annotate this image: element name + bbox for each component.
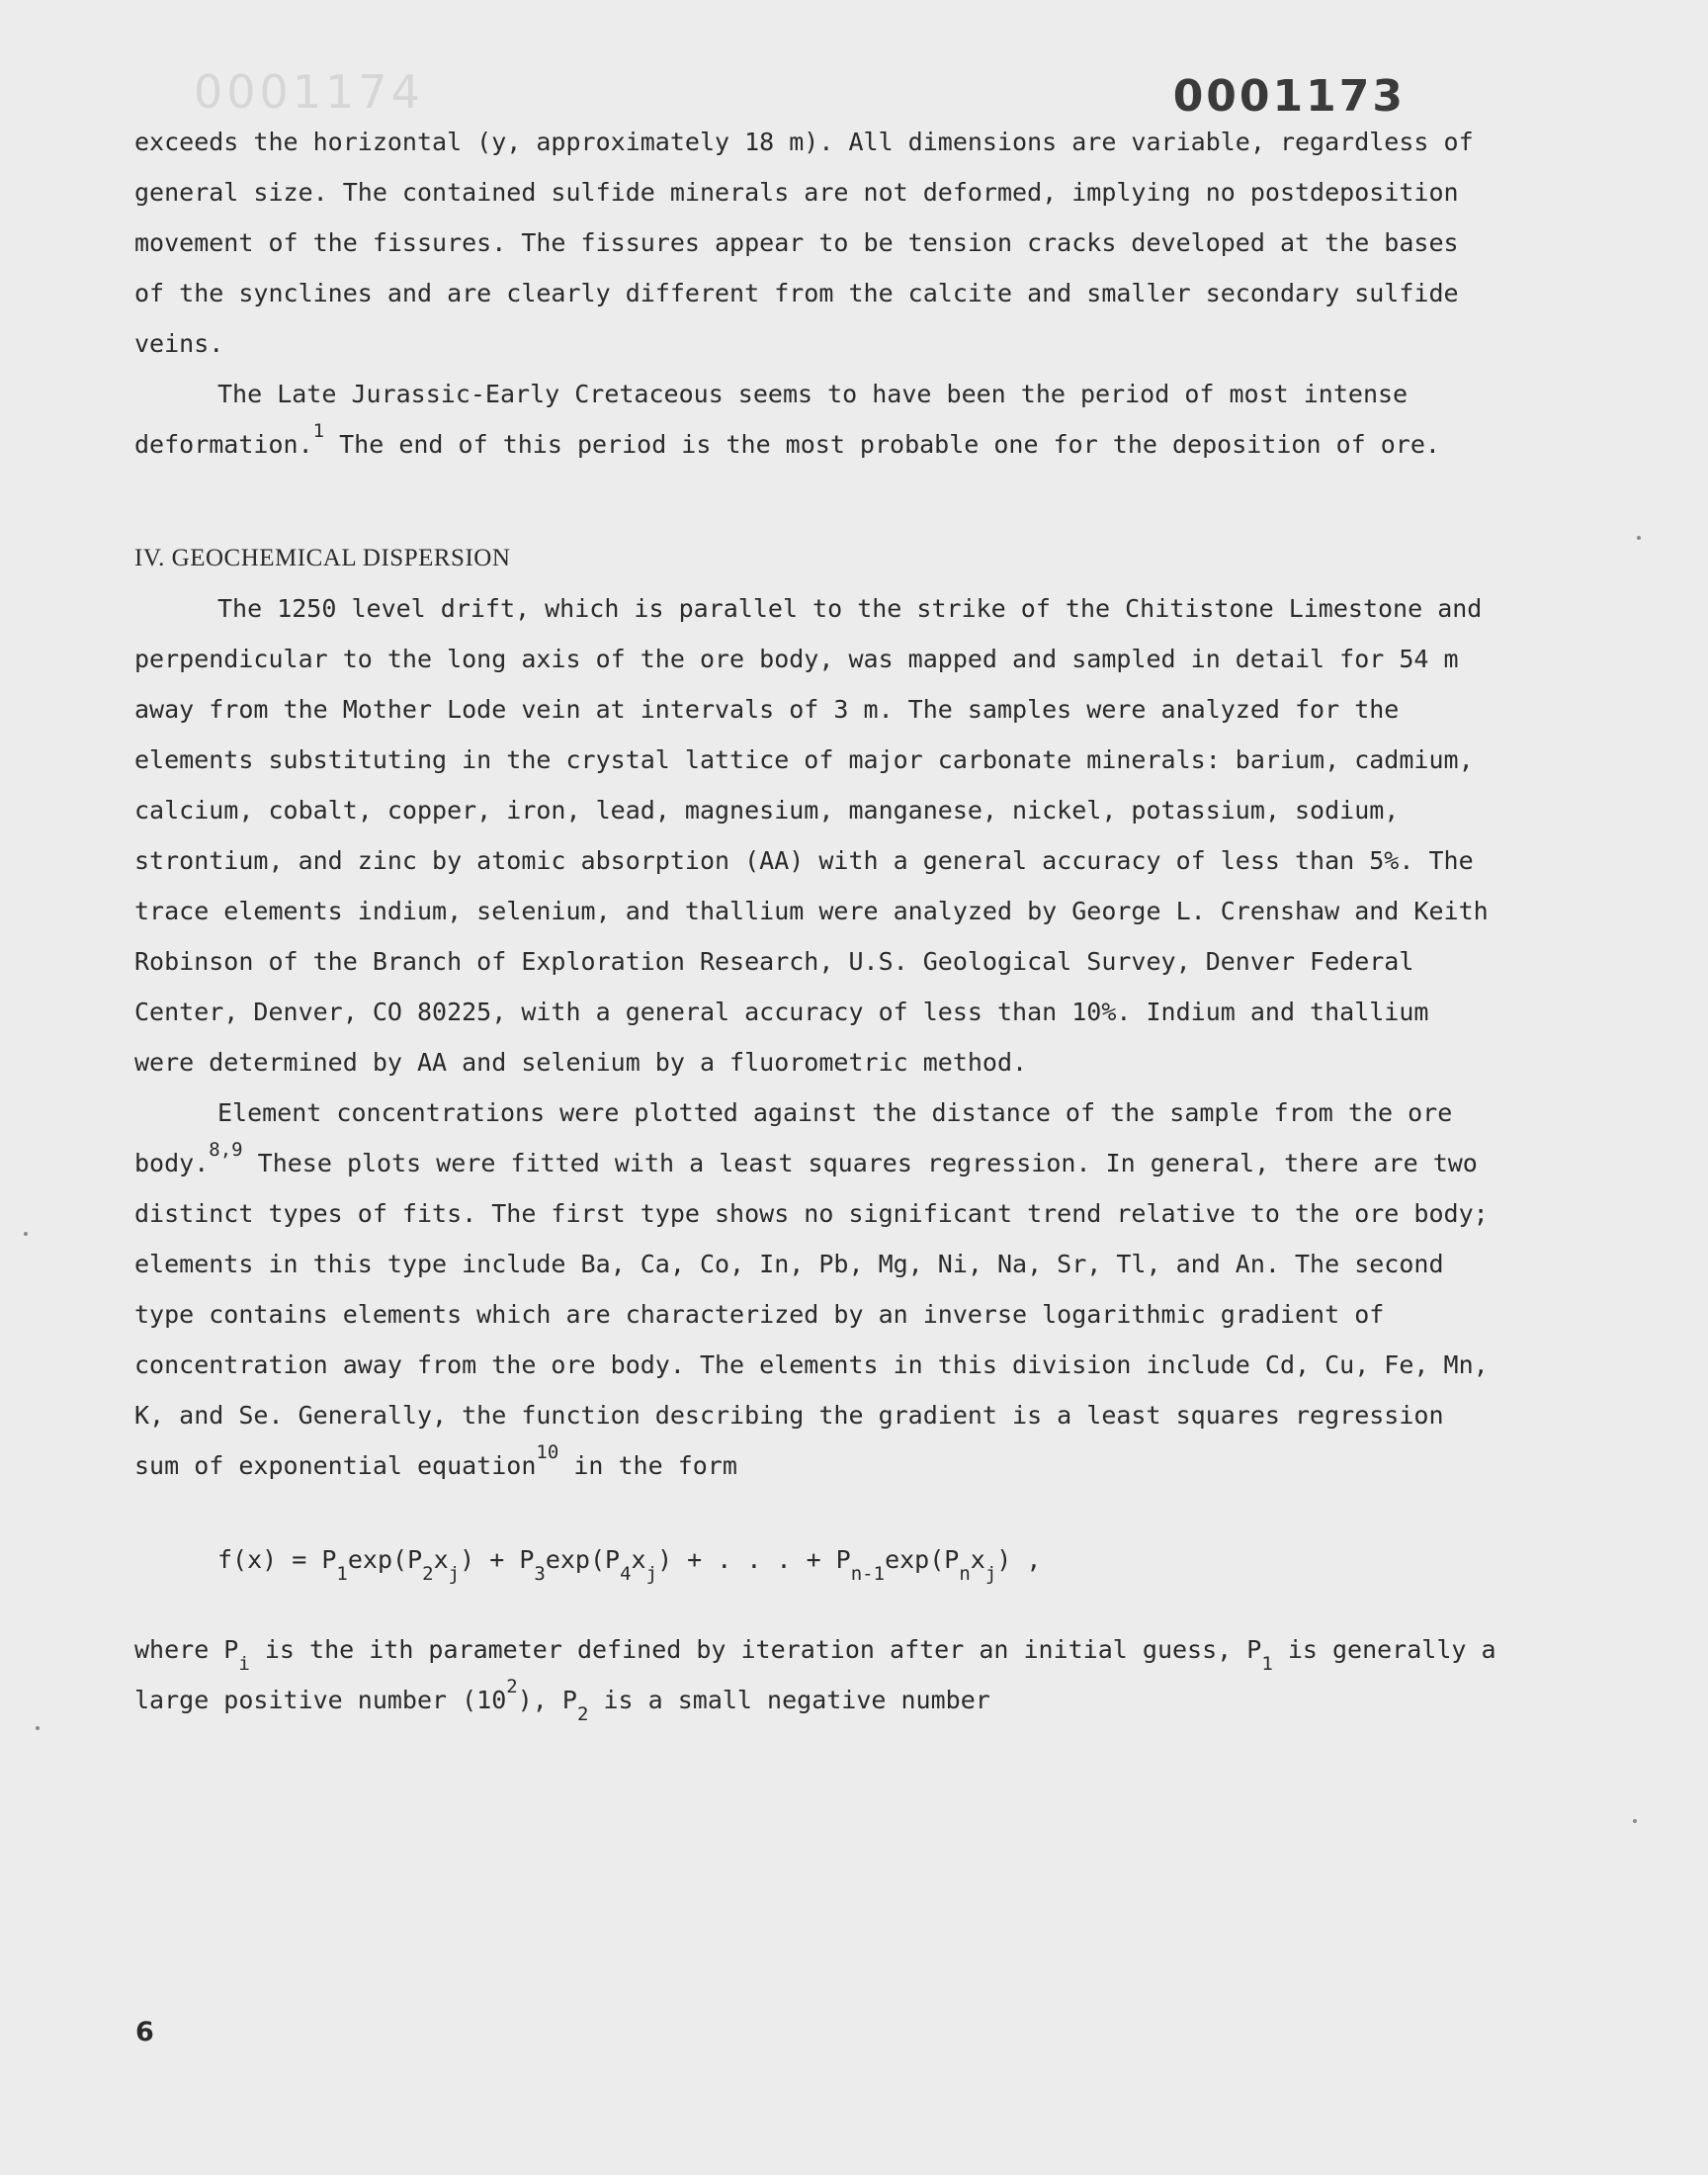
paragraph-2	[134, 369, 1498, 470]
p-subscript: i	[238, 1653, 250, 1675]
footnote-ref-10: 10	[536, 1441, 559, 1463]
paragraph-5-text: is the ith parameter defined by iteration after an initial guess, P	[249, 1635, 1262, 1664]
body-text	[134, 117, 1498, 1725]
scan-speck	[1633, 1819, 1637, 1823]
eq-subscript: n-1	[850, 1563, 886, 1585]
paragraph-5-text: ), P	[517, 1686, 577, 1714]
eq-term: exp(P	[885, 1545, 960, 1574]
eq-term: ) + P	[460, 1545, 535, 1574]
eq-subscript: j	[984, 1563, 997, 1585]
eq-term: f(x) = P	[217, 1545, 337, 1574]
scan-speck	[24, 1232, 28, 1236]
paragraph-5-text: where P	[134, 1635, 239, 1664]
eq-subscript: 2	[422, 1563, 434, 1585]
eq-term: x	[631, 1545, 646, 1574]
paragraph-4-text-a: Element concentrations were plotted against the distance of the sample from the ore body.	[134, 1098, 1453, 1177]
scan-speck	[36, 1726, 40, 1730]
eq-subscript: 1	[336, 1563, 348, 1585]
paragraph-4-text-c: in the form	[558, 1451, 737, 1480]
p-subscript: 2	[576, 1703, 589, 1725]
eq-term: exp(P	[545, 1545, 621, 1574]
scan-speck	[1637, 536, 1641, 540]
eq-subscript: 4	[620, 1563, 632, 1585]
faded-stamp-number: 0001174	[194, 65, 424, 119]
paragraph-2-text-b: The end of this period is the most probable one for the deposition of ore.	[324, 430, 1440, 459]
eq-term: x	[970, 1545, 985, 1574]
eq-term: ) + . . . + P	[657, 1545, 851, 1574]
paragraph-3: The 1250 level drift, which is parallel to the strike of the Chitistone Limestone and perpendicular to the long axis of the ore body, was mapped and sampled in detail for 54 m away from the Mother Lode vein at intervals of 3 m. The samples were analyzed for the elements substituting in the crystal lattice of major carbonate minerals: barium, cadmium, calcium, cobalt, copper, iron, lead, magnesium, manganese, nickel, potassium, sodium, strontium, and zinc by atomic absorption (AA) with a general accuracy of less than 5%. The trace elements indium, selenium, and thallium were analyzed by George L. Crenshaw and Keith Robinson of the Branch of Exploration Research, U.S. Geological Survey, Denver Federal Center, Denver, CO 80225, with a general accuracy of less than 10%. Indium and thallium were determined by AA and selenium by a fluorometric method.	[134, 594, 1489, 1077]
page-number: 6	[135, 2017, 154, 2047]
paragraph-1: exceeds the horizontal (y, approximately 18 m). All dimensions are variable, regardless of general size. The contained sulfide minerals are not deformed, implying no postdeposition movement of the fissures. The fissures appear to be tension cracks developed at the bases of the synclines and are clearly different from the calcite and smaller secondary sulfide veins.	[134, 128, 1474, 358]
paragraph-4-text-b: These plots were fitted with a least squares regression. In general, there are two distinct types of fits. The first type shows no significant trend relative to the ore body; elements in this type include Ba, Ca, Co, In, Pb, Mg, Ni, Na, Sr, Tl, and An. The second type contains elements which are characterized by an inverse logarithmic gradient of concentration away from the ore body. The elements in this division include Cd, Cu, Fe, Mn, K, and Se. Generally, the function describing the gradient is a least squares regression sum of exponential equation	[134, 1149, 1489, 1480]
eq-term: x	[433, 1545, 449, 1574]
document-control-number: 0001173	[1172, 71, 1406, 122]
paragraph-5-text: is generally a large positive number (10	[134, 1635, 1496, 1714]
p-subscript: 1	[1261, 1653, 1273, 1675]
paragraph-5	[134, 1624, 1498, 1725]
eq-subscript: n	[959, 1563, 971, 1585]
eq-subscript: j	[645, 1563, 658, 1585]
regression-equation	[217, 1534, 1498, 1585]
section-heading: IV. GEOCHEMICAL DISPERSION	[134, 545, 511, 571]
paragraph-4	[134, 1088, 1498, 1491]
eq-subscript: 3	[534, 1563, 546, 1585]
paragraph-5-text: is a small negative number	[588, 1686, 990, 1714]
paragraph-2-text-a: The Late Jurassic-Early Cretaceous seems to have been the period of most intense deformation.	[134, 380, 1409, 459]
eq-term: ) ,	[996, 1545, 1042, 1574]
footnote-ref-8-9: 8,9	[209, 1139, 243, 1161]
exponent: 2	[506, 1676, 518, 1697]
eq-term: exp(P	[347, 1545, 423, 1574]
eq-subscript: j	[448, 1563, 461, 1585]
footnote-ref-1: 1	[312, 420, 325, 442]
